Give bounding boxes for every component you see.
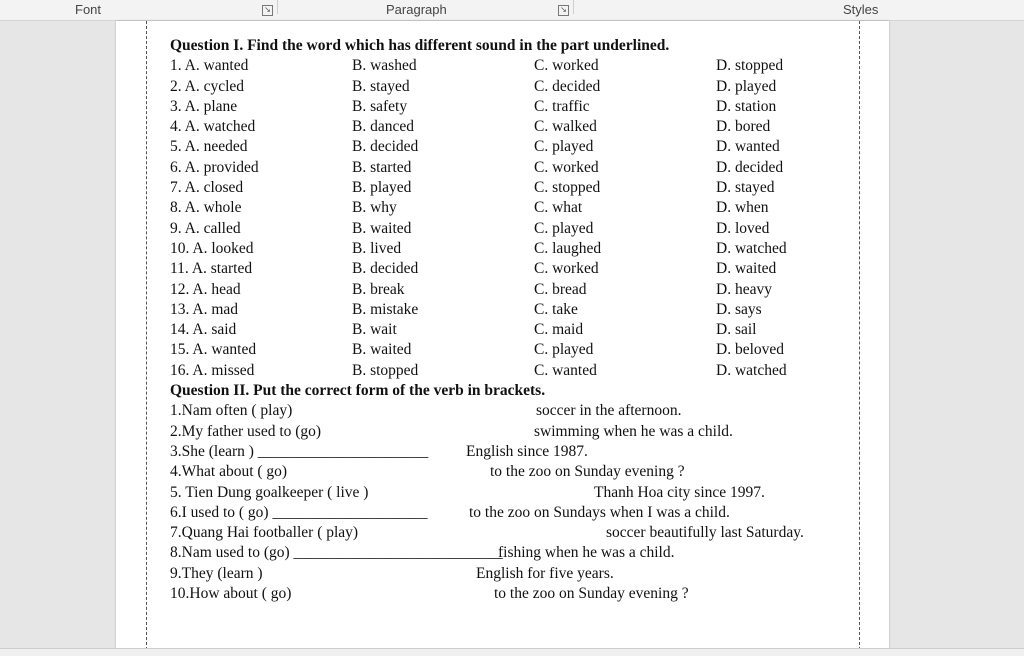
- q2-sentence-end: English since 1987.: [466, 442, 588, 460]
- q2-sentence-start: 6.I used to ( go) ____________________: [170, 503, 428, 521]
- q1-option-b: B. waited: [352, 341, 412, 359]
- q2-sentence-start: 10.How about ( go): [170, 585, 292, 603]
- ribbon-separator: [277, 0, 278, 14]
- q1-option-a: 10. A. looked: [170, 239, 254, 257]
- q1-option-a: 6. A. provided: [170, 158, 259, 176]
- q1-row: [170, 341, 850, 361]
- q1-row: [170, 138, 850, 158]
- q1-option-b: B. decided: [352, 138, 419, 156]
- q1-option-a: 11. A. started: [170, 260, 253, 278]
- q1-option-c: C. worked: [534, 260, 599, 278]
- q1-row: [170, 78, 850, 98]
- q1-option-b: B. lived: [352, 239, 402, 257]
- q1-row: [170, 301, 850, 321]
- q1-option-b: B. stayed: [352, 77, 410, 95]
- ribbon-group-labels: [0, 0, 1024, 21]
- document-body[interactable]: [170, 37, 850, 605]
- q1-option-a: 16. A. missed: [170, 361, 255, 379]
- q1-option-c: C. decided: [534, 77, 601, 95]
- q1-option-a: 1. A. wanted: [170, 57, 249, 75]
- paragraph-group-label: Paragraph: [386, 2, 447, 17]
- font-group-label: Font: [75, 2, 102, 17]
- q1-option-a: 8. A. whole: [170, 199, 242, 217]
- ribbon-separator: [573, 0, 574, 14]
- q1-option-a: 15. A. wanted: [170, 341, 257, 359]
- q1-option-b: B. waited: [352, 219, 412, 237]
- q2-sentence: [170, 423, 850, 443]
- q2-sentence: [170, 504, 850, 524]
- q1-option-d: D. wanted: [716, 138, 780, 156]
- q2-sentence-end: English for five years.: [476, 564, 614, 582]
- q1-option-c: C. played: [534, 341, 594, 359]
- q1-option-b: B. safety: [352, 97, 408, 115]
- question-2-title: Question II. Put the correct form of the verb in brackets.: [170, 382, 546, 400]
- q2-sentence-start: 4.What about ( go): [170, 463, 288, 481]
- q2-sentence: [170, 443, 850, 463]
- q1-option-a: 7. A. closed: [170, 179, 244, 197]
- q1-option-c: C. walked: [534, 118, 597, 136]
- styles-group-label: Styles: [843, 2, 879, 17]
- paragraph-dialog-launcher-icon[interactable]: ↘: [558, 5, 569, 16]
- q2-sentence-start: 2.My father used to (go): [170, 422, 322, 440]
- q1-option-a: 4. A. watched: [170, 118, 256, 136]
- q1-row: [170, 57, 850, 77]
- left-margin-guide: [146, 21, 147, 655]
- q2-sentence-start: 8.Nam used to (go) ___________________________: [170, 544, 503, 562]
- q1-option-c: C. worked: [534, 57, 599, 75]
- q1-option-d: D. says: [716, 300, 762, 318]
- q1-option-a: 5. A. needed: [170, 138, 248, 156]
- q1-option-a: 13. A. mad: [170, 300, 239, 318]
- q1-option-b: B. break: [352, 280, 405, 298]
- q1-row: [170, 321, 850, 341]
- q2-sentence: [170, 524, 850, 544]
- q2-sentence-end: to the zoo on Sundays when I was a child.: [469, 503, 730, 521]
- q1-option-a: 14. A. said: [170, 321, 237, 339]
- font-dialog-launcher-icon[interactable]: ↘: [262, 5, 273, 16]
- q1-option-d: D. played: [716, 77, 777, 95]
- q2-sentence-start: 1.Nam often ( play): [170, 402, 293, 420]
- question-2-heading: [170, 382, 850, 402]
- q1-option-b: B. started: [352, 158, 412, 176]
- q1-option-d: D. decided: [716, 158, 784, 176]
- q1-row: [170, 98, 850, 118]
- q1-row: [170, 220, 850, 240]
- question-1-title: Question I. Find the word which has different sound in the part underlined.: [170, 37, 670, 54]
- q2-sentence: [170, 544, 850, 564]
- q1-row: [170, 281, 850, 301]
- q2-sentence-end: soccer in the afternoon.: [536, 402, 682, 420]
- q1-option-d: D. station: [716, 97, 777, 115]
- q1-option-c: C. bread: [534, 280, 587, 298]
- q1-option-c: C. laughed: [534, 239, 602, 257]
- q1-option-c: C. worked: [534, 158, 599, 176]
- q1-option-a: 3. A. plane: [170, 97, 238, 115]
- q1-row: [170, 179, 850, 199]
- q1-row: [170, 199, 850, 219]
- q1-option-b: B. why: [352, 199, 397, 217]
- q1-option-c: C. take: [534, 300, 578, 318]
- right-margin-guide: [859, 21, 860, 655]
- q1-option-c: C. traffic: [534, 97, 590, 115]
- q2-sentence-end: to the zoo on Sunday evening ?: [490, 463, 685, 481]
- q2-sentence-end: swimming when he was a child.: [534, 422, 733, 440]
- q2-sentence-end: Thanh Hoa city since 1997.: [594, 483, 765, 501]
- q1-option-b: B. danced: [352, 118, 414, 136]
- q1-option-d: D. waited: [716, 260, 777, 278]
- q1-option-b: B. played: [352, 179, 412, 197]
- q1-option-d: D. heavy: [716, 280, 772, 298]
- q2-sentence-end: to the zoo on Sunday evening ?: [494, 585, 689, 603]
- q2-sentence: [170, 402, 850, 422]
- q2-sentence-start: 3.She (learn ) ______________________: [170, 442, 429, 460]
- question-2-list: [170, 402, 850, 605]
- q1-option-b: B. mistake: [352, 300, 419, 318]
- q1-option-d: D. sail: [716, 321, 757, 339]
- q2-sentence-start: 7.Quang Hai footballer ( play): [170, 524, 359, 542]
- q1-option-b: B. wait: [352, 321, 397, 339]
- q1-option-d: D. watched: [716, 239, 787, 257]
- q1-option-c: C. played: [534, 219, 594, 237]
- q1-option-d: D. when: [716, 199, 769, 217]
- q2-sentence-end: soccer beautifully last Saturday.: [606, 524, 804, 542]
- document-page[interactable]: [116, 21, 889, 655]
- question-1-heading: [170, 37, 850, 57]
- q2-sentence: [170, 463, 850, 483]
- q2-sentence: [170, 585, 850, 605]
- q1-option-d: D. stayed: [716, 179, 775, 197]
- q1-option-d: D. stopped: [716, 57, 784, 75]
- q1-row: [170, 159, 850, 179]
- question-1-list: [170, 57, 850, 382]
- q1-option-b: B. stopped: [352, 361, 419, 379]
- q1-option-d: D. loved: [716, 219, 770, 237]
- q1-option-a: 2. A. cycled: [170, 77, 245, 95]
- q2-sentence-start: 9.They (learn ): [170, 564, 263, 582]
- q1-option-c: C. what: [534, 199, 583, 217]
- q1-option-c: C. wanted: [534, 361, 597, 379]
- q2-sentence-end: fishing when he was a child.: [498, 544, 675, 562]
- q1-option-d: D. bored: [716, 118, 771, 136]
- q1-option-b: B. decided: [352, 260, 419, 278]
- q1-option-d: D. watched: [716, 361, 787, 379]
- q1-option-c: C. maid: [534, 321, 584, 339]
- q1-row: [170, 362, 850, 382]
- q1-row: [170, 118, 850, 138]
- q1-option-a: 9. A. called: [170, 219, 241, 237]
- q2-sentence: [170, 484, 850, 504]
- q1-option-b: B. washed: [352, 57, 417, 75]
- q1-option-c: C. played: [534, 138, 594, 156]
- q2-sentence: [170, 565, 850, 585]
- q1-row: [170, 240, 850, 260]
- q1-row: [170, 260, 850, 280]
- q1-option-d: D. beloved: [716, 341, 785, 359]
- q1-option-c: C. stopped: [534, 179, 601, 197]
- q2-sentence-start: 5. Tien Dung goalkeeper ( live ): [170, 483, 369, 501]
- q1-option-a: 12. A. head: [170, 280, 241, 298]
